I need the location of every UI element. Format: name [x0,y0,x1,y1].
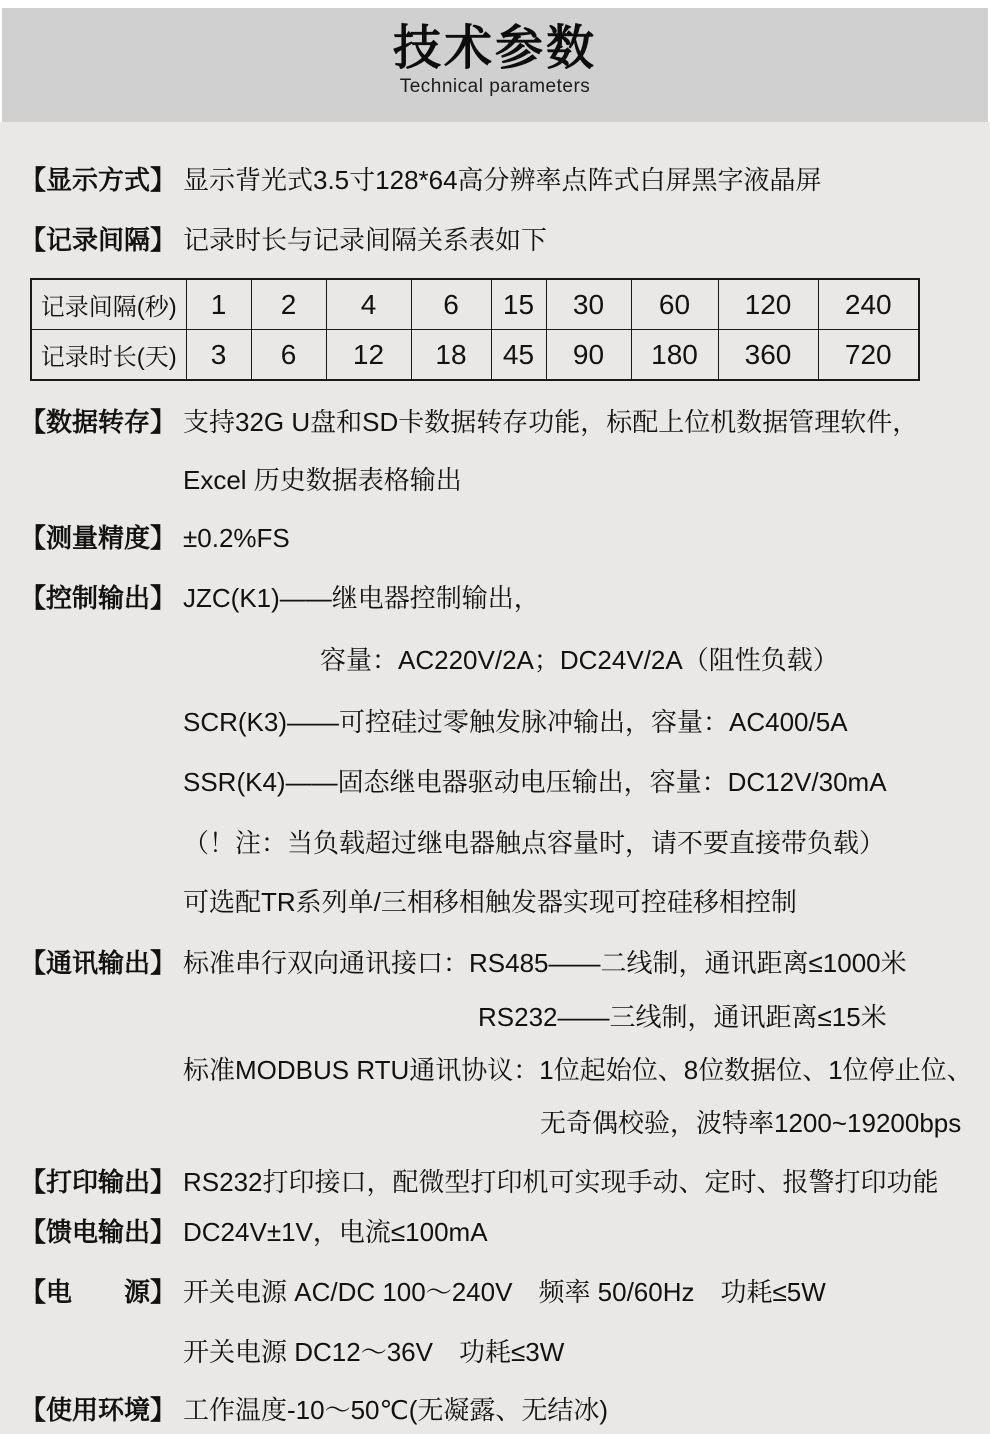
table-cell: 120 [718,279,818,330]
table-cell: 180 [631,330,718,381]
spec-row-record-interval [20,223,547,257]
spec-row-comm-output-rs232 [478,1000,887,1034]
spec-row-power [20,1275,826,1309]
spec-row-power-dc [183,1335,564,1369]
spec-row-comm-output-baud [540,1106,961,1140]
table-cell: 30 [546,279,631,330]
spec-value: 可选配TR系列单/三相移相触发器实现可控硅移相控制 [183,887,797,917]
spec-row-comm-output [20,946,907,980]
table-cell: 15 [491,279,546,330]
spec-label: 【打印输出】 [20,1167,177,1197]
table-cell: 360 [718,330,818,381]
spec-value: 标准串行双向通讯接口：RS485——二线制，通讯距离≤1000米 [183,948,907,978]
spec-row-control-output-scr [183,705,848,739]
table-cell: 18 [411,330,491,381]
spec-label: 【电 源】 [20,1277,177,1307]
table-cell: 6 [251,330,326,381]
spec-row-data-transfer-cont [183,463,462,497]
spec-value: 支持32G U盘和SD卡数据转存功能，标配上位机数据管理软件， [183,407,919,437]
spec-row-control-output-ssr [183,765,887,799]
spec-label: 【测量精度】 [20,523,177,553]
spec-value: SSR(K4)——固态继电器驱动电压输出，容量：DC12V/30mA [183,767,887,797]
spec-value: SCR(K3)——可控硅过零触发脉冲输出，容量：AC400/5A [183,707,848,737]
spec-value: 标准MODBUS RTU通讯协议：1位起始位、8位数据位、1位停止位、 [183,1055,973,1085]
spec-value: 工作温度-10～50℃(无凝露、无结冰) [183,1395,609,1425]
spec-value: RS232打印接口，配微型打印机可实现手动、定时、报警打印功能 [183,1167,939,1197]
spec-row-control-output-option [183,885,797,919]
spec-value: 容量：AC220V/2A；DC24V/2A（阻性负载） [320,645,839,675]
spec-label: 【数据转存】 [20,407,177,437]
table-cell: 90 [546,330,631,381]
spec-value: DC24V±1V，电流≤100mA [183,1217,488,1247]
table-cell: 240 [818,279,919,330]
spec-value: 显示背光式3.5寸128*64高分辨率点阵式白屏黑字液晶屏 [183,165,822,195]
spec-label: 【记录间隔】 [20,225,177,255]
spec-row-environment [20,1393,608,1427]
table-cell: 2 [251,279,326,330]
table-row-header: 记录间隔(秒) [31,279,186,330]
table-row-interval [31,279,919,330]
page-title: 技术参数 [392,22,597,75]
spec-row-comm-output-modbus [183,1053,973,1087]
spec-row-print-output [20,1165,939,1199]
spec-value: 开关电源 DC12～36V 功耗≤3W [183,1337,565,1367]
record-interval-table [30,278,920,381]
spec-value: ±0.2%FS [183,523,290,553]
spec-row-control-output-note [183,826,885,860]
spec-row-feed-output [20,1215,488,1249]
spec-label: 【使用环境】 [20,1395,177,1425]
table-cell: 12 [326,330,411,381]
spec-row-accuracy [20,521,290,555]
table-cell: 3 [186,330,251,381]
spec-label: 【显示方式】 [20,165,177,195]
spec-value: RS232——三线制，通讯距离≤15米 [478,1002,887,1032]
table-row-duration [31,330,919,381]
table-cell: 45 [491,330,546,381]
page-header [2,8,988,122]
spec-row-display-mode [20,163,822,197]
spec-value: JZC(K1)——继电器控制输出， [183,583,540,613]
spec-row-control-output-capacity [320,643,839,677]
page-subtitle: Technical parameters [399,76,591,97]
table-cell: 4 [326,279,411,330]
spec-row-control-output [20,581,540,615]
table-cell: 60 [631,279,718,330]
table-cell: 720 [818,330,919,381]
spec-value: 无奇偶校验，波特率1200~19200bps [540,1108,962,1138]
spec-row-data-transfer [20,405,918,439]
spec-label: 【控制输出】 [20,583,177,613]
table-cell: 1 [186,279,251,330]
table-row-header: 记录时长(天) [31,330,186,381]
table-cell: 6 [411,279,491,330]
spec-value: （！注：当负载超过继电器触点容量时，请不要直接带负载） [183,828,886,858]
spec-value: 开关电源 AC/DC 100～240V 频率 50/60Hz 功耗≤5W [183,1277,826,1307]
spec-label: 【通讯输出】 [20,948,177,978]
spec-value: Excel 历史数据表格输出 [183,465,462,495]
spec-label: 【馈电输出】 [20,1217,177,1247]
spec-value: 记录时长与记录间隔关系表如下 [183,225,548,255]
